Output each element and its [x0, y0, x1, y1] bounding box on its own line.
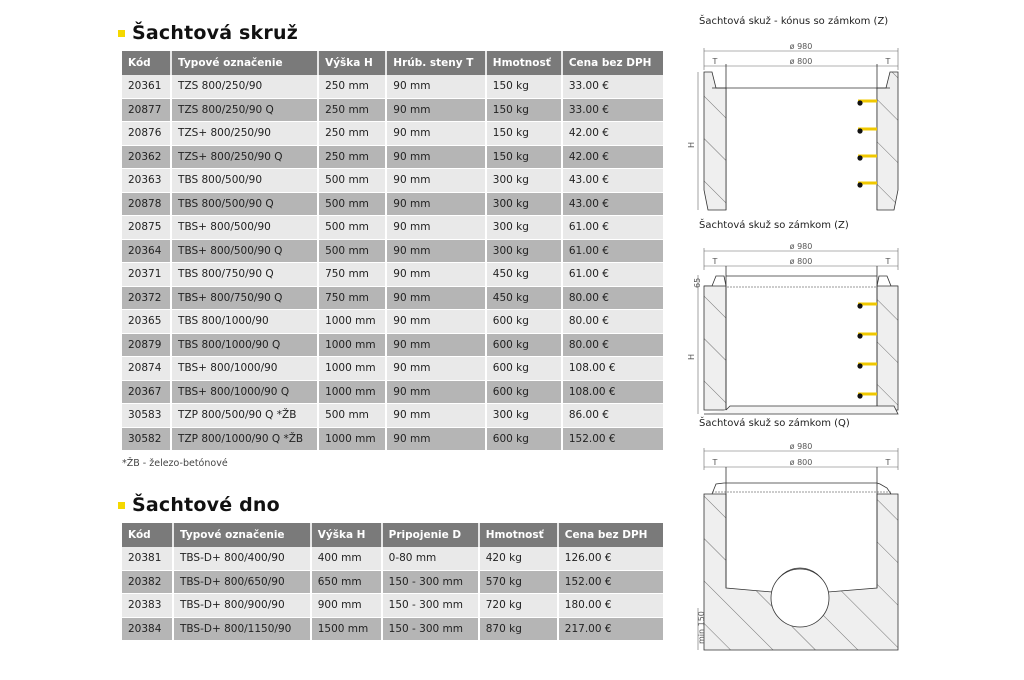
- table-header-row: [122, 523, 663, 547]
- table-cell: 108.00 €: [562, 357, 663, 381]
- table-cell: 250 mm: [318, 145, 386, 169]
- table-cell: 20878: [122, 192, 171, 216]
- wall-label-right: T: [885, 57, 891, 66]
- height-label: H: [687, 141, 696, 148]
- table-cell: 150 kg: [486, 75, 562, 98]
- table-cell: 152.00 €: [558, 570, 663, 594]
- table-row: [122, 286, 663, 310]
- table-cell: 20361: [122, 75, 171, 98]
- table-cell: 500 mm: [318, 192, 386, 216]
- table-cell: 90 mm: [386, 75, 486, 98]
- table-cell: 61.00 €: [562, 216, 663, 240]
- outer-diameter-text: ø 980: [789, 42, 813, 51]
- table-cell: 600 kg: [486, 427, 562, 451]
- table-cell: 90 mm: [386, 263, 486, 287]
- column-header: Výška H: [318, 51, 386, 75]
- table-cell: 150 kg: [486, 122, 562, 146]
- table-cell: 20877: [122, 98, 171, 122]
- table-cell: 750 mm: [318, 263, 386, 287]
- table-cell: 600 kg: [486, 357, 562, 381]
- table-cell: TBS-D+ 800/900/90: [173, 594, 311, 618]
- table-cell: 300 kg: [486, 192, 562, 216]
- table-cell: 42.00 €: [562, 145, 663, 169]
- table-cell: 750 mm: [318, 286, 386, 310]
- inner-diameter-text: ø 800: [789, 458, 813, 467]
- column-header: Kód: [122, 51, 171, 75]
- table-cell: 152.00 €: [562, 427, 663, 451]
- column-header: Typové označenie: [173, 523, 311, 547]
- table-cell: TZS+ 800/250/90: [171, 122, 318, 146]
- table-cell: 20384: [122, 617, 173, 641]
- outer-diameter-text: ø 980: [789, 442, 813, 451]
- section-title-dno: [118, 494, 280, 516]
- column-header: Cena bez DPH: [558, 523, 663, 547]
- table-cell: 43.00 €: [562, 169, 663, 193]
- table-cell: 180.00 €: [558, 594, 663, 618]
- table-cell: 20382: [122, 570, 173, 594]
- table-cell: 400 mm: [311, 547, 382, 570]
- table-cell: 20381: [122, 547, 173, 570]
- step-anchor-icon: [857, 182, 862, 187]
- table-row: [122, 594, 663, 618]
- table-cell: 61.00 €: [562, 263, 663, 287]
- table-cell: 90 mm: [386, 404, 486, 428]
- table-cell: 30582: [122, 427, 171, 451]
- table-cell: 0-80 mm: [382, 547, 479, 570]
- drawing-cone-z: [687, 40, 910, 215]
- pipe-opening: [771, 569, 829, 627]
- table-cell: TBS 800/750/90 Q: [171, 263, 318, 287]
- ladder-steps: [857, 100, 877, 188]
- table-cell: TBS+ 800/750/90 Q: [171, 286, 318, 310]
- step-anchor-icon: [857, 333, 862, 338]
- table-cell: 217.00 €: [558, 617, 663, 641]
- inner-diameter-text: ø 800: [789, 57, 813, 66]
- table-row: [122, 263, 663, 287]
- table-cell: 150 kg: [486, 98, 562, 122]
- table-cell: TBS 800/1000/90: [171, 310, 318, 334]
- wall-label-left: T: [712, 458, 718, 467]
- table-row: [122, 192, 663, 216]
- wall-label-left: T: [712, 257, 718, 266]
- table-cell: 20365: [122, 310, 171, 334]
- dno-table: [122, 523, 663, 641]
- section-title-text: Šachtová skruž: [132, 22, 298, 44]
- wall-label-left: T: [712, 57, 718, 66]
- table-cell: 20372: [122, 286, 171, 310]
- table-cell: TBS+ 800/1000/90 Q: [171, 380, 318, 404]
- drawing-label-ring-q: Šachtová skuž so zámkom (Q): [699, 418, 850, 429]
- table-cell: 600 kg: [486, 310, 562, 334]
- table-cell: 90 mm: [386, 380, 486, 404]
- wall-label-right: T: [885, 458, 891, 467]
- table-cell: TBS+ 800/500/90: [171, 216, 318, 240]
- table-cell: 720 kg: [479, 594, 558, 618]
- table-cell: TZS 800/250/90 Q: [171, 98, 318, 122]
- table-cell: 150 - 300 mm: [382, 594, 479, 618]
- table-cell: 250 mm: [318, 122, 386, 146]
- table-cell: 90 mm: [386, 333, 486, 357]
- table-cell: TBS+ 800/1000/90: [171, 357, 318, 381]
- table-cell: 500 mm: [318, 216, 386, 240]
- column-header: Hmotnosť: [479, 523, 558, 547]
- outer-diameter-text: ø 980: [789, 242, 813, 251]
- table-cell: 90 mm: [386, 310, 486, 334]
- table-cell: 86.00 €: [562, 404, 663, 428]
- table-cell: 90 mm: [386, 192, 486, 216]
- yellow-bullet-icon: [118, 502, 125, 509]
- table-cell: 20364: [122, 239, 171, 263]
- left-wall: [704, 72, 726, 210]
- table-cell: 20879: [122, 333, 171, 357]
- table-cell: 20874: [122, 357, 171, 381]
- table-cell: 80.00 €: [562, 286, 663, 310]
- table-cell: 1000 mm: [318, 333, 386, 357]
- table-cell: 250 mm: [318, 98, 386, 122]
- table-cell: 570 kg: [479, 570, 558, 594]
- table-cell: 600 kg: [486, 333, 562, 357]
- table-cell: 20875: [122, 216, 171, 240]
- drawing-ring-z: [687, 240, 910, 420]
- section-title-skruz: [118, 22, 298, 44]
- table-cell: 1000 mm: [318, 357, 386, 381]
- table-cell: 250 mm: [318, 75, 386, 98]
- table-cell: 90 mm: [386, 286, 486, 310]
- table-cell: 90 mm: [386, 239, 486, 263]
- step-anchor-icon: [857, 303, 862, 308]
- table-cell: 300 kg: [486, 404, 562, 428]
- table-cell: 33.00 €: [562, 98, 663, 122]
- table-cell: TZP 800/1000/90 Q *ŽB: [171, 427, 318, 451]
- table-cell: 600 kg: [486, 380, 562, 404]
- table-cell: 300 kg: [486, 169, 562, 193]
- table-cell: 150 - 300 mm: [382, 570, 479, 594]
- step-anchor-icon: [857, 393, 862, 398]
- table-row: [122, 169, 663, 193]
- wall-label-right: T: [885, 257, 891, 266]
- column-header: Kód: [122, 523, 173, 547]
- table-cell: 900 mm: [311, 594, 382, 618]
- table-cell: TZS+ 800/250/90 Q: [171, 145, 318, 169]
- table-cell: TBS 800/500/90: [171, 169, 318, 193]
- table-row: [122, 617, 663, 641]
- table-cell: TBS-D+ 800/1150/90: [173, 617, 311, 641]
- table-row: [122, 333, 663, 357]
- table-row: [122, 98, 663, 122]
- table-cell: 90 mm: [386, 216, 486, 240]
- table-cell: 90 mm: [386, 122, 486, 146]
- table-cell: 80.00 €: [562, 310, 663, 334]
- table-cell: TBS-D+ 800/650/90: [173, 570, 311, 594]
- table-cell: 450 kg: [486, 286, 562, 310]
- skruz-table: [122, 51, 663, 451]
- right-wall: [877, 72, 898, 210]
- table-cell: 500 mm: [318, 239, 386, 263]
- table-row: [122, 357, 663, 381]
- table-cell: 30583: [122, 404, 171, 428]
- column-header: Výška H: [311, 523, 382, 547]
- table-cell: 61.00 €: [562, 239, 663, 263]
- table-row: [122, 427, 663, 451]
- column-header: Hmotnosť: [486, 51, 562, 75]
- table-cell: 33.00 €: [562, 75, 663, 98]
- table-cell: 20383: [122, 594, 173, 618]
- table-cell: 90 mm: [386, 357, 486, 381]
- ladder-steps: [857, 303, 877, 399]
- table-cell: 450 kg: [486, 263, 562, 287]
- table-cell: 300 kg: [486, 216, 562, 240]
- table-cell: TBS 800/500/90 Q: [171, 192, 318, 216]
- step-anchor-icon: [857, 363, 862, 368]
- table-cell: 20876: [122, 122, 171, 146]
- table-cell: 108.00 €: [562, 380, 663, 404]
- table-row: [122, 570, 663, 594]
- table-cell: 42.00 €: [562, 122, 663, 146]
- table-cell: 1000 mm: [318, 380, 386, 404]
- table-cell: 150 - 300 mm: [382, 617, 479, 641]
- table-header-row: [122, 51, 663, 75]
- section-title-text: Šachtové dno: [132, 494, 280, 516]
- table-cell: 20362: [122, 145, 171, 169]
- table-cell: 20363: [122, 169, 171, 193]
- drawing-base-q: [690, 440, 910, 660]
- table-row: [122, 122, 663, 146]
- column-header: Typové označenie: [171, 51, 318, 75]
- table-cell: 1500 mm: [311, 617, 382, 641]
- table-row: [122, 75, 663, 98]
- table-cell: 1000 mm: [318, 427, 386, 451]
- table-cell: 80.00 €: [562, 333, 663, 357]
- step-anchor-icon: [857, 155, 862, 160]
- column-header: Cena bez DPH: [562, 51, 663, 75]
- table-cell: 126.00 €: [558, 547, 663, 570]
- table-cell: 300 kg: [486, 239, 562, 263]
- table-cell: 90 mm: [386, 145, 486, 169]
- table-cell: 20367: [122, 380, 171, 404]
- table-cell: TZS 800/250/90: [171, 75, 318, 98]
- table-cell: TBS-D+ 800/400/90: [173, 547, 311, 570]
- inner-diameter-text: ø 800: [789, 257, 813, 266]
- table-cell: 1000 mm: [318, 310, 386, 334]
- table-row: [122, 239, 663, 263]
- height-label: H: [687, 353, 696, 360]
- step-anchor-icon: [857, 128, 862, 133]
- table-cell: TBS 800/1000/90 Q: [171, 333, 318, 357]
- column-header: Pripojenie D: [382, 523, 479, 547]
- min-height-label: min 150: [697, 611, 706, 644]
- table-cell: 90 mm: [386, 98, 486, 122]
- footnote: *ŽB - železo-betónové: [122, 458, 228, 469]
- table-cell: 43.00 €: [562, 192, 663, 216]
- table-cell: 90 mm: [386, 427, 486, 451]
- table-cell: 500 mm: [318, 404, 386, 428]
- table-cell: 20371: [122, 263, 171, 287]
- table-cell: 650 mm: [311, 570, 382, 594]
- table-row: [122, 547, 663, 570]
- drawing-label-ring-z: Šachtová skuž so zámkom (Z): [699, 220, 849, 231]
- table-cell: 420 kg: [479, 547, 558, 570]
- table-cell: TZP 800/500/90 Q *ŽB: [171, 404, 318, 428]
- table-row: [122, 216, 663, 240]
- yellow-bullet-icon: [118, 30, 125, 37]
- table-cell: 500 mm: [318, 169, 386, 193]
- table-row: [122, 145, 663, 169]
- table-row: [122, 404, 663, 428]
- column-header: Hrúb. steny T: [386, 51, 486, 75]
- table-cell: 150 kg: [486, 145, 562, 169]
- lock-height-label: 65: [693, 277, 702, 288]
- step-anchor-icon: [857, 100, 862, 105]
- table-cell: 870 kg: [479, 617, 558, 641]
- table-cell: TBS+ 800/500/90 Q: [171, 239, 318, 263]
- table-cell: 90 mm: [386, 169, 486, 193]
- drawing-label-cone: Šachtová skuž - kónus so zámkom (Z): [699, 16, 889, 27]
- table-row: [122, 380, 663, 404]
- table-row: [122, 310, 663, 334]
